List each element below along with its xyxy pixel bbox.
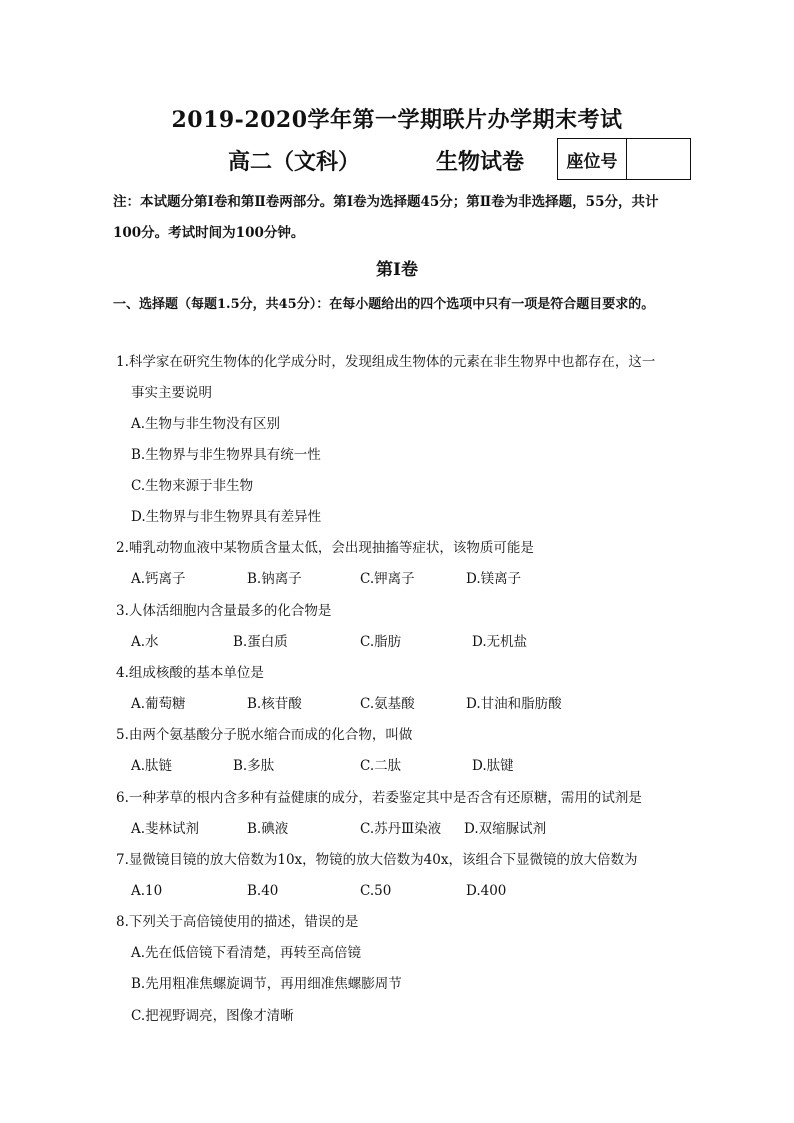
grade-title: 高二（文科） <box>228 149 361 175</box>
option-b: B.多肽 <box>233 758 275 774</box>
option-d: D.镁离子 <box>466 571 522 587</box>
option-b: B.碘液 <box>247 821 289 837</box>
part-header: 一、选择题（每题1.5分，共45分）：在每小题给出的四个选项中只有一项是符合题目要求的。 <box>113 297 655 312</box>
option-d: D.肽键 <box>472 758 514 774</box>
option-c: C.苏丹Ⅲ染液 <box>360 821 442 837</box>
exam-note: 注：本试题分第Ⅰ卷和第Ⅱ卷两部分。第Ⅰ卷为选择题45分；第Ⅱ卷为非选择题，55分，共计100分。考试时间为100分钟。 <box>113 194 659 241</box>
option-a: A.水 <box>131 634 159 650</box>
option-c: C.50 <box>360 883 392 899</box>
option-c: C.二肽 <box>360 758 402 774</box>
option-c: C.生物来源于非生物 <box>131 478 254 494</box>
question-stem: 6.一种茅草的根内含多种有益健康的成分，若委鉴定其中是否含有还原糖，需用的试剂是 <box>116 790 642 806</box>
option-d: D.甘油和脂肪酸 <box>466 696 562 712</box>
option-b: B.蛋白质 <box>233 634 288 650</box>
option-c: C.氨基酸 <box>360 696 415 712</box>
seat-number-box <box>557 138 691 180</box>
option-a: A.葡萄糖 <box>131 696 186 712</box>
question-stem-continued: 事实主要说明 <box>131 385 212 401</box>
option-a: A.10 <box>131 883 163 899</box>
seat-number-label: 座位号 <box>558 139 627 179</box>
option-d: D.400 <box>466 883 507 899</box>
option-c: C.脂肪 <box>360 634 402 650</box>
option-b: B.40 <box>247 883 279 899</box>
question-stem: 4.组成核酸的基本单位是 <box>116 665 264 681</box>
option-c: C.把视野调亮，图像才清晰 <box>131 1008 294 1024</box>
question-stem: 3.人体活细胞内含量最多的化合物是 <box>116 603 332 619</box>
subject-title: 生物试卷 <box>436 149 525 175</box>
option-a: A.先在低倍镜下看清楚，再转至高倍镜 <box>131 945 362 961</box>
option-a: A.钙离子 <box>131 571 186 587</box>
option-b: B.先用粗准焦螺旋调节，再用细准焦螺膨周节 <box>131 976 402 992</box>
section-title: 第Ⅰ卷 <box>376 260 418 280</box>
question-stem: 2.哺乳动物血液中某物质含量太低，会出现抽搐等症状，该物质可能是 <box>116 540 534 556</box>
option-a: A.斐林试剂 <box>131 821 200 837</box>
option-a: A.肽链 <box>131 758 173 774</box>
question-stem: 8.下列关于高倍镜使用的描述，错误的是 <box>116 914 359 930</box>
option-b: B.钠离子 <box>247 571 302 587</box>
option-b: B.核苷酸 <box>247 696 302 712</box>
exam-title: 2019-2020学年第一学期联片办学期末考试 <box>171 107 623 133</box>
option-a: A.生物与非生物没有区别 <box>131 416 281 432</box>
option-d: D.无机盐 <box>472 634 528 650</box>
seat-number-field[interactable] <box>627 139 690 179</box>
option-d: D.双缩脲试剂 <box>464 821 547 837</box>
option-b: B.生物界与非生物界具有统一性 <box>131 447 321 463</box>
option-c: C.钾离子 <box>360 571 415 587</box>
question-stem: 1.科学家在研究生物体的化学成分时，发现组成生物体的元素在非生物界中也都存在，这一 <box>116 354 656 370</box>
question-stem: 7.显微镜目镜的放大倍数为10x，物镜的放大倍数为40x，该组合下显微镜的放大倍数为 <box>116 852 638 868</box>
option-d: D.生物界与非生物界具有差异性 <box>131 509 322 525</box>
question-stem: 5.由两个氨基酸分子脱水缩合而成的化合物，叫做 <box>116 727 413 743</box>
